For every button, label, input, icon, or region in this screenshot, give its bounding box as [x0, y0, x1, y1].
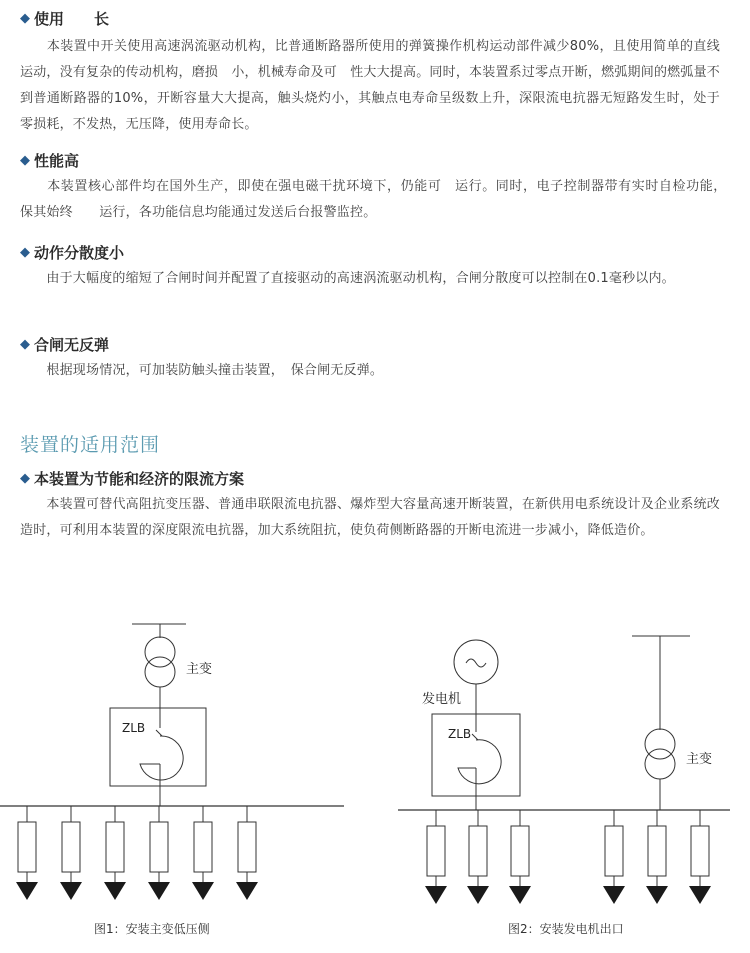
feeder-reactor — [469, 826, 487, 876]
feeder-reactor — [106, 822, 124, 872]
fig1-zlb-box — [110, 708, 206, 786]
load-triangle-icon — [425, 886, 447, 904]
diamond-bullet-icon: ◆ — [20, 11, 30, 26]
feeder-branch — [689, 810, 711, 904]
load-triangle-icon — [646, 886, 668, 904]
load-triangle-icon — [467, 886, 489, 904]
paragraph-scope: 本装置可替代高阻抗变压器、普通串联限流电抗器、爆炸型大容量高速开断装置，在新供用电系统设计及企业系统改造时，可利用本装置的深度限流电抗器，加大系统阻抗，使负荷侧断路器的开断电流进一步减小，降低造价。 — [20, 497, 720, 538]
feeder-branch — [603, 810, 625, 904]
feeder-branch — [104, 806, 126, 900]
fig2-generator-circle — [454, 640, 498, 684]
heading-text: 使用 长 — [34, 10, 110, 28]
feeder-reactor — [648, 826, 666, 876]
fig2-generator-wave — [466, 659, 486, 667]
load-triangle-icon — [104, 882, 126, 900]
feeder-reactor — [150, 822, 168, 872]
heading-text: 本装置为节能和经济的限流方案 — [34, 470, 245, 488]
heading-long-life — [20, 8, 109, 29]
heading-text: 动作分散度小 — [34, 244, 125, 262]
load-triangle-icon — [60, 882, 82, 900]
feeder-branch — [236, 806, 258, 900]
heading-low-dispersion — [20, 242, 124, 263]
fig1-device-label: ZLB — [122, 721, 146, 735]
load-triangle-icon — [603, 886, 625, 904]
fig2-caption: 图2：安装发电机出口 — [508, 922, 624, 936]
feeder-branch — [148, 806, 170, 900]
feeder-reactor — [691, 826, 709, 876]
fig2-device-label: ZLB — [448, 727, 472, 741]
feeder-branch — [646, 810, 668, 904]
load-triangle-icon — [236, 882, 258, 900]
feeder-reactor — [18, 822, 36, 872]
fig1-caption: 图1：安装主变低压侧 — [94, 922, 210, 936]
fig1-feeders — [16, 806, 258, 900]
paragraph-low-dispersion: 由于大幅度的缩短了合闸时间并配置了直接驱动的高速涡流驱动机构，合闸分散度可以控制在0.1毫秒以内。 — [20, 271, 675, 286]
feeder-reactor — [62, 822, 80, 872]
fig2-transformer-lower-coil — [645, 749, 675, 779]
load-triangle-icon — [192, 882, 214, 900]
fig2-feeders — [425, 810, 711, 904]
fig2-zlb-symbol — [458, 740, 501, 784]
feeder-branch — [60, 806, 82, 900]
scope-title: 装置的适用范围 — [20, 434, 161, 456]
heading-high-performance — [20, 150, 79, 171]
feeder-reactor — [427, 826, 445, 876]
fig1-zlb-symbol — [140, 736, 183, 780]
load-triangle-icon — [148, 882, 170, 900]
wiring-diagrams — [0, 600, 750, 930]
feeder-branch — [509, 810, 531, 904]
fig1-transformer-lower-coil — [145, 657, 175, 687]
paragraph-long-life: 本装置中开关使用高速涡流驱动机构，比普通断路器所使用的弹簧操作机构运动部件减少80%，且使用简单的直线运动，没有复杂的传动机构，磨损 小，机械寿命及可 性大大提高。同时，本装置系过零点开断，燃弧期间的燃弧量不到普通断路器的10%，开断容量大大提高，触头烧灼小，其触点电寿命呈级数上升，深限流电抗器无短路发生时，处于零损耗，不发热，无压降，使用寿命长。 — [20, 39, 720, 132]
feeder-reactor — [238, 822, 256, 872]
fig1-diagram — [0, 624, 344, 806]
diamond-bullet-icon: ◆ — [20, 471, 30, 486]
heading-scope-solution — [20, 468, 244, 489]
fig2-transformer-upper-coil — [645, 729, 675, 759]
diamond-bullet-icon: ◆ — [20, 245, 30, 260]
feeder-branch — [192, 806, 214, 900]
load-triangle-icon — [689, 886, 711, 904]
fig2-transformer-label: 主变 — [686, 752, 713, 767]
load-triangle-icon — [509, 886, 531, 904]
feeder-branch — [16, 806, 38, 900]
heading-text: 合闸无反弹 — [34, 336, 110, 354]
heading-text: 性能高 — [34, 152, 80, 170]
fig2-generator-label: 发电机 — [422, 692, 462, 707]
paragraph-high-performance: 本装置核心部件均在国外生产，即使在强电磁干扰环境下，仍能可 运行。同时，电子控制器带有实时自检功能， 保其始终 运行，各功能信息均能通过发送后台报警监控。 — [20, 179, 734, 220]
heading-no-rebound — [20, 334, 109, 355]
feeder-reactor — [194, 822, 212, 872]
feeder-branch — [425, 810, 447, 904]
fig1-transformer-label: 主变 — [186, 662, 213, 677]
diamond-bullet-icon: ◆ — [20, 337, 30, 352]
paragraph-no-rebound: 根据现场情况，可加装防触头撞击装置， 保合闸无反弹。 — [20, 363, 384, 378]
feeder-branch — [467, 810, 489, 904]
feeder-reactor — [511, 826, 529, 876]
diamond-bullet-icon: ◆ — [20, 153, 30, 168]
fig2-diagram — [398, 636, 730, 810]
fig1-transformer-upper-coil — [145, 637, 175, 667]
load-triangle-icon — [16, 882, 38, 900]
feeder-reactor — [605, 826, 623, 876]
